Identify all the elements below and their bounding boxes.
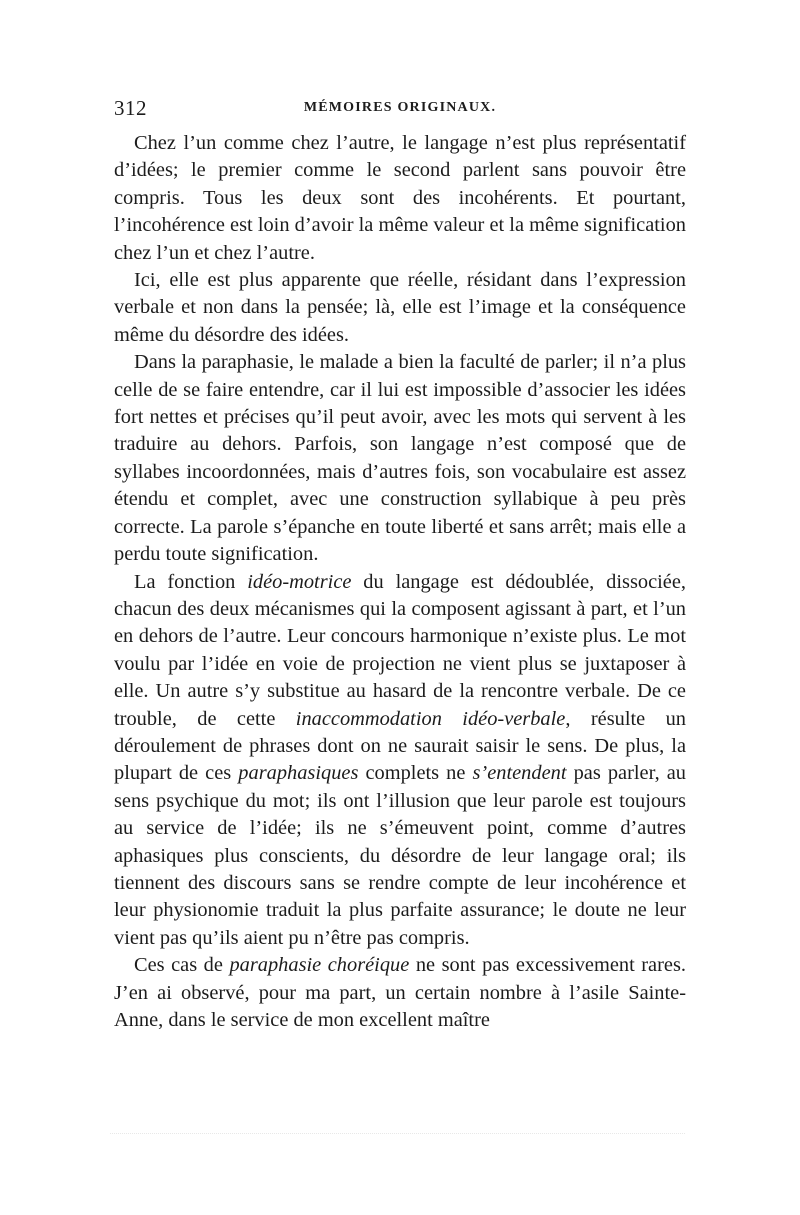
italic-term-inaccommodation: inaccommodation idéo-verbale bbox=[295, 707, 566, 730]
paragraph-5-text: ne sont pas excessivement rares. J’en ai observé, pour ma part, un certain nombre à l’asile Sainte-Anne, dans le service de mon excellent maître bbox=[114, 954, 686, 1031]
paragraph-2 bbox=[114, 267, 686, 349]
paragraph-1 bbox=[114, 130, 686, 267]
paragraph-3 bbox=[114, 349, 686, 568]
italic-term-s-entendent: s’entendent bbox=[472, 762, 567, 785]
page-header bbox=[114, 96, 686, 126]
page-number: 312 bbox=[114, 96, 147, 120]
page-bottom-bleed bbox=[110, 1133, 685, 1142]
paragraph-4-text: complets ne bbox=[358, 762, 473, 785]
paragraph-4-text: pas parler, au sens psychique du mot; ils ont l’illusion que leur parole est toujours au service de l’idée; ils ne s’émeuvent point, comme d’autres aphasiques plus conscients, du désordre de leur langage oral; ils tiennent des discours sans se rendre compte de leur incohérence et leur physionomie traduit la plus parfaite assurance; le doute ne leur vient pas qu’ils aient pu n’être pas compris. bbox=[114, 762, 686, 949]
body-text bbox=[114, 130, 686, 1034]
paragraph-4-text: , résulte un déroulement de phrases dont on ne saurait saisir le sens. De plus, la plupart de ces bbox=[114, 707, 687, 785]
paragraph-2-text: Ici, elle est plus apparente que réelle, résidant dans l’expression verbale et non dans la pensée; là, elle est l’image et la conséquence même du désordre des idées. bbox=[114, 269, 686, 346]
running-head: MÉMOIRES ORIGINAUX. bbox=[303, 100, 497, 115]
italic-term-ideo-motrice: idéo-motrice bbox=[247, 570, 352, 593]
paragraph-1-text: Chez l’un comme chez l’autre, le langage n’est plus représentatif d’idées; le premier comme le second parlent sans pouvoir être compris. Tous les deux sont des incohérents. Et pourtant, l’incohérence est loin d’avoir la même valeur et la même signification chez l’un et chez l’autre. bbox=[114, 132, 686, 264]
paragraph-4-text: La fonction bbox=[134, 570, 248, 593]
italic-term-paraphasiques: paraphasiques bbox=[238, 762, 359, 785]
paragraph-5-text: Ces cas de bbox=[134, 954, 230, 977]
paragraph-3-text: Dans la paraphasie, le malade a bien la faculté de parler; il n’a plus celle de se faire entendre, car il lui est impossible d’associer les idées fort nettes et précises qu’il peut avoir, avec les mots qui servent à les traduire au dehors. Parfois, son langage n’est composé que de syllabes incoordonnées, mais d’autres fois, son vocabulaire est assez étendu et complet, avec une construction syllabique à peu près correcte. La parole s’épanche en toute liberté et sans arrêt; mais elle a perdu toute signification. bbox=[114, 351, 686, 566]
paragraph-4-text: du langage est dédoublée, dissociée, chacun des deux mécanismes qui la composent agissant à part, et l’un en dehors de l’autre. Leur concours harmonique n’existe plus. Le mot voulu par l’idée en voie de projection ne vient plus se juxtaposer à elle. Un autre s’y substitue au hasard de la rencontre verbale. De ce trouble, de cette bbox=[114, 570, 687, 730]
paragraph-4 bbox=[114, 569, 686, 953]
paragraph-5 bbox=[114, 952, 686, 1034]
italic-term-paraphasie-choreique: paraphasie choréique bbox=[229, 954, 410, 977]
